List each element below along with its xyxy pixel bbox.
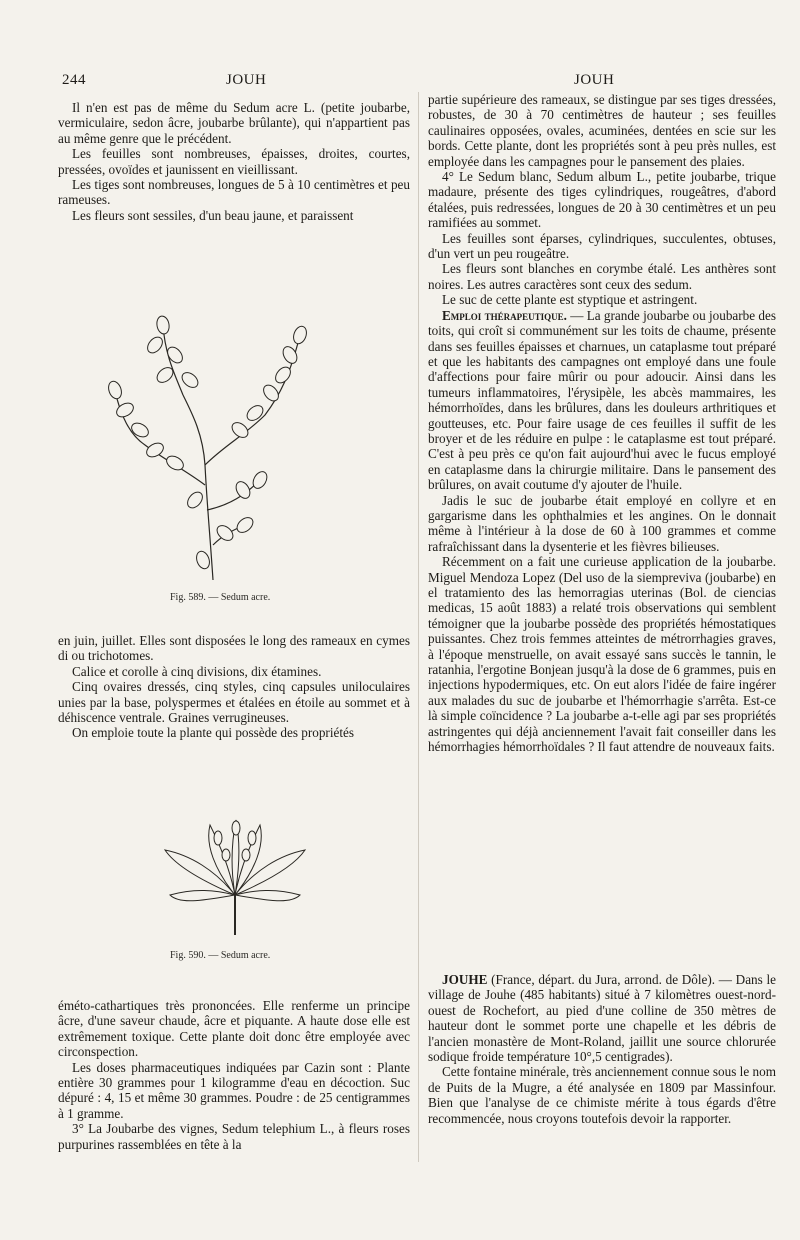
- emploi-paragraph: [428, 308, 776, 493]
- paragraph: Il n'en est pas de même du Sedum acre L. (petite joubarbe, vermiculaire, sedon âcre, joubarbe brûlante), qui n'appartient pas au même genre que le précédent.: [58, 100, 410, 146]
- paragraph: en juin, juillet. Elles sont disposées le long des rameaux en cymes di ou trichotomes.: [58, 633, 410, 664]
- page-number: 244: [62, 72, 86, 88]
- paragraph-text: (France, départ. du Jura, arrond. de Dôle). — Dans le village de Jouhe (485 habitants) situé à 7 kilomètres ouest-nord-ouest de Rochefort, au pied d'une colline de 350 mètres de hauteur dont le sommet porte une chapelle et les débris de l'ancien monastère de Mont-Roland, jaillit une source chlorurée sodique froide température 10°,5 centigrades).: [428, 972, 776, 1065]
- paragraph: Cette fontaine minérale, très anciennement connue sous le nom de Puits de la Mugre, a été analysée en 1809 par Massinfour. Bien que l'analyse de ce chimiste mérite à tous égards d'être recommencée, nous croyons toutefois devoir la rapporter.: [428, 1064, 776, 1126]
- paragraph: éméto-cathartiques très prononcées. Elle renferme un principe âcre, d'une saveur chaude, âcre et piquante. A haute dose elle est extrêmement toxique. Cette plante doit donc être employée avec circonspection.: [58, 998, 410, 1060]
- running-head-right: JOUH: [574, 72, 615, 88]
- column-divider: [418, 92, 419, 1162]
- paragraph: Cinq ovaires dressés, cinq styles, cinq capsules uniloculaires unies par la base, polyspermes et étalées en étoile au sommet et à déhiscence ventrale. Graines verrugineuses.: [58, 679, 410, 726]
- jouhe-entry: [428, 972, 776, 1126]
- paragraph: Le suc de cette plante est styptique et astringent.: [442, 292, 698, 308]
- paragraph: Les fleurs sont sessiles, d'un beau jaune, et paraissent: [72, 207, 354, 223]
- sedum-acre-sprig-illustration: [95, 295, 325, 585]
- paragraph-text: — La grande joubarbe ou joubarbe des toits, qui croît si communément sur les toits de chaume, présente dans ses feuilles épaisses et charnues, un cataplasme tout préparé et que les habitants des campagnes ont employé dans une foule d'affections pour faire mûrir ou pour adoucir. Ainsi dans les tumeurs inflammatoires, l'érysipèle, les abcès mammaires, les hémorrhoïdes, dans les brûlures, dans les douleurs arthritiques et goutteuses, etc. Pour faire usage de ces feuilles il suffit de les broyer et de les réduire en pulpe : le cataplasme est tout préparé. C'est à peu près ce qu'on fait aujourd'hui avec le fucus employé en cataplasme dans la chirurgie militaire. Dans le pansement des brûlures, on avait coutume d'y ajouter de l'huile.: [428, 307, 777, 493]
- right-column: [428, 92, 776, 754]
- running-head-left: JOUH: [226, 72, 267, 88]
- section-heading: Emploi thérapeutique.: [442, 307, 567, 323]
- entry-paragraph: [428, 972, 776, 1064]
- paragraph: Les feuilles sont éparses, cylindriques, succulentes, obtuses, d'un vert un peu rougeâtre.: [428, 230, 776, 262]
- figure-caption: Fig. 589. — Sedum acre.: [170, 592, 271, 603]
- figure-caption: Fig. 590. — Sedum acre.: [170, 950, 271, 961]
- paragraph: 3° La Joubarbe des vignes, Sedum telephium L., à fleurs roses purpurines rassemblées en tête à la: [58, 1121, 410, 1152]
- paragraph: Les feuilles sont nombreuses, épaisses, droites, courtes, pressées, ovoïdes et jaunissent en vieillissant.: [58, 146, 410, 177]
- left-column-bottom: [58, 998, 410, 1152]
- sedum-acre-rosette-illustration: [160, 810, 310, 940]
- left-column-top: [58, 100, 410, 223]
- paragraph: Jadis le suc de joubarbe était employé en collyre et en gargarisme dans les ophthalmies et les angines. On le donnait même à l'intérieur à la dose de 60 à 100 grammes et comme rafraîchissant dans la dysenterie et les fièvres bilieuses.: [428, 492, 776, 554]
- paragraph: Calice et corolle à cinq divisions, dix étamines.: [72, 663, 322, 679]
- paragraph: Les tiges sont nombreuses, longues de 5 à 10 centimètres et peu rameuses.: [58, 177, 410, 208]
- left-column-middle: [58, 633, 410, 741]
- entry-heading: JOUHE: [442, 972, 488, 987]
- paragraph: On emploie toute la plante qui possède des propriétés: [72, 725, 354, 741]
- paragraph: Récemment on a fait une curieuse application de la joubarbe. Miguel Mendoza Lopez (Del uso de la siempreviva (joubarbe) en el tratamiento des las hemorragias uterinas (Bol. de ciencias medicas, 15 août 1883) a relaté trois observations qui semblent témoigner que la joubarbe possède des propriétés hémostatiques puissantes. Chez trois femmes atteintes de métrorrhagies graves, à l'époque menstruelle, on avait essayé sans succès le tannin, le ratanhia, l'ergotine Bonjean jusqu'à la dose de 6 grammes, puis en injections hypodermiques, etc. On eut alors l'idée de faire ingérer aux malades du suc de joubarbe et l'hémorrhagie s'arrêta. Est-ce là simple coïncidence ? La joubarbe a-t-elle agi par ses propriétés astringentes qui déjà anciennement l'avait fait conseiller dans les hémorrhagies hémorrhoïdales ? Il faut attendre de nouveaux faits.: [428, 554, 776, 755]
- paragraph: Les doses pharmaceutiques indiquées par Cazin sont : Plante entière 30 grammes pour 1 kilogramme d'eau en décoction. Suc dépuré : 4, 15 et même 30 grammes. Poudre : de 25 centigrammes à 1 gramme.: [58, 1059, 410, 1121]
- paragraph: 4° Le Sedum blanc, Sedum album L., petite joubarbe, trique madaure, présente des tiges cylindriques, rougeâtres, d'abord étalées, puis redressées, longues de 20 à 30 centimètres et un peu ramifiées au sommet.: [428, 169, 776, 231]
- paragraph: partie supérieure des rameaux, se distingue par ses tiges dressées, robustes, de 30 à 70 centimètres de hauteur ; ses feuilles caulinaires opposées, ovales, acuminées, dentées en scie sur les bords. Cette plante, dont les propriétés sont à peu près nulles, est employée dans les campagnes pour le pansement des plaies.: [428, 92, 776, 169]
- paragraph: Les fleurs sont blanches en corymbe étalé. Les anthères sont noires. Les autres caractères sont ceux des sedum.: [428, 261, 776, 292]
